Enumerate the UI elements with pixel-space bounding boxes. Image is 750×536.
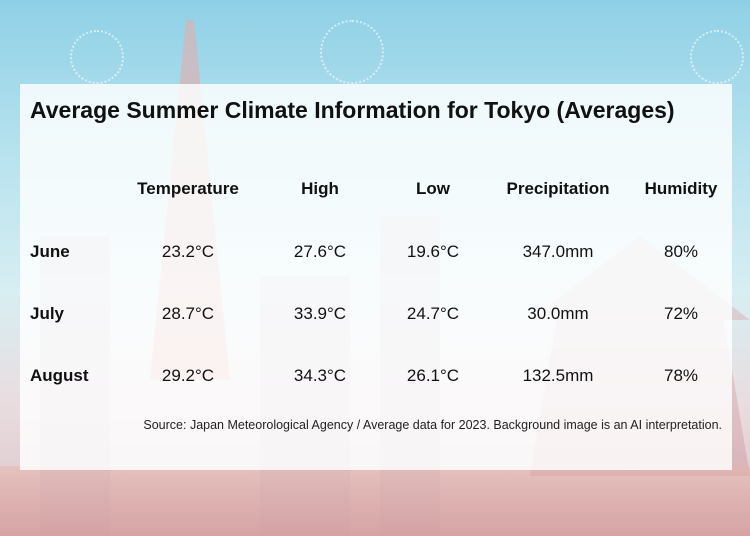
firework-shape <box>70 30 124 84</box>
climate-table <box>20 157 732 407</box>
table-row <box>20 221 732 283</box>
cell-high: 34.3°C <box>293 366 347 385</box>
cell-low: 24.7°C <box>406 304 460 323</box>
column-header-precipitation: Precipitation <box>506 179 610 198</box>
row-header-june: June <box>30 242 70 261</box>
column-header-low: Low <box>416 179 450 198</box>
cell-temperature: 28.7°C <box>161 304 215 323</box>
cell-low: 26.1°C <box>406 366 460 385</box>
firework-shape <box>690 30 744 84</box>
cell-high: 33.9°C <box>293 304 347 323</box>
climate-panel <box>20 84 732 470</box>
cell-temperature: 23.2°C <box>161 242 215 261</box>
corner-cell <box>20 157 116 221</box>
firework-shape <box>320 20 384 84</box>
cell-precipitation: 30.0mm <box>527 304 589 323</box>
cell-precipitation: 132.5mm <box>522 366 594 385</box>
cell-low: 19.6°C <box>406 242 460 261</box>
chart-title: Average Summer Climate Information for Tokyo (Averages) <box>30 97 675 123</box>
cell-temperature: 29.2°C <box>161 366 215 385</box>
street-shape <box>0 466 750 536</box>
cell-humidity: 72% <box>663 304 699 323</box>
header-row <box>20 157 732 221</box>
cell-humidity: 80% <box>663 242 699 261</box>
row-header-august: August <box>30 366 89 385</box>
cell-humidity: 78% <box>663 366 699 385</box>
table-row <box>20 345 732 407</box>
cell-precipitation: 347.0mm <box>522 242 594 261</box>
row-header-july: July <box>30 304 65 323</box>
source-note: Source: Japan Meteorological Agency / Average data for 2023. Background image is an AI interpretation. <box>143 418 722 432</box>
cell-high: 27.6°C <box>293 242 347 261</box>
column-header-temperature: Temperature <box>137 179 239 198</box>
table-row <box>20 283 732 345</box>
column-header-humidity: Humidity <box>644 179 718 198</box>
column-header-high: High <box>301 179 339 198</box>
